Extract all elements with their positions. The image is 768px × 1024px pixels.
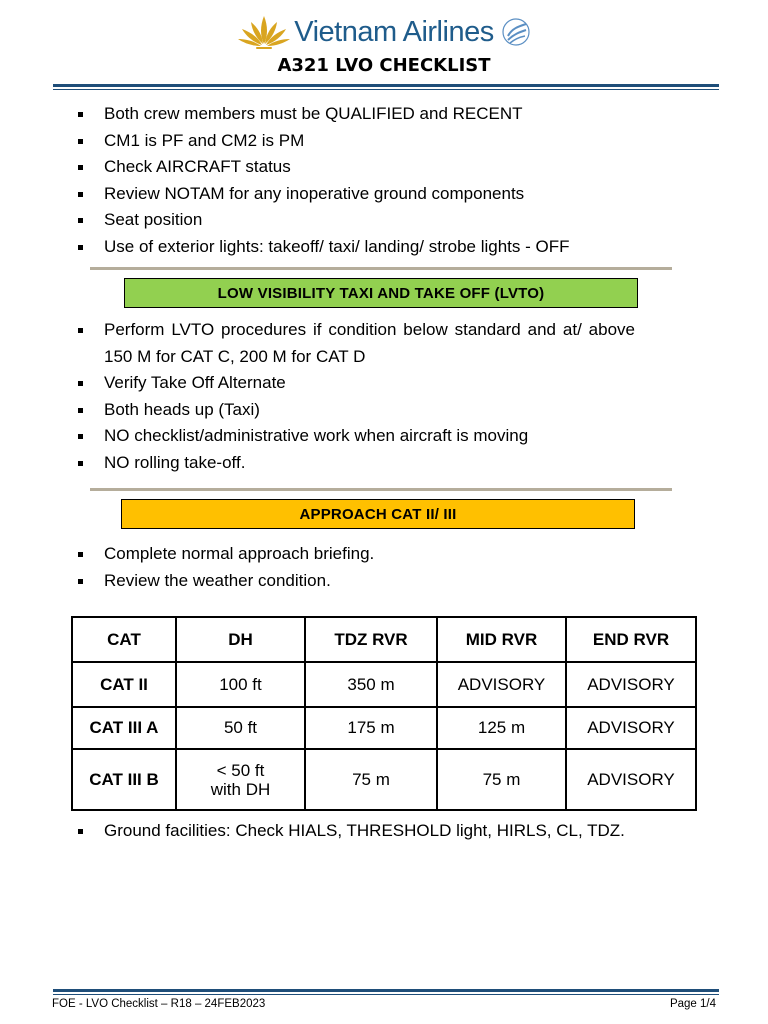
list-item: NO checklist/administrative work when aircraft is moving xyxy=(75,423,635,450)
table-cell: ADVISORY xyxy=(566,707,696,749)
list-item: Use of exterior lights: takeoff/ taxi/ landing/ strobe lights - OFF xyxy=(75,234,570,261)
list-item: Both heads up (Taxi) xyxy=(75,397,635,424)
table-cell: ADVISORY xyxy=(566,749,696,810)
table-cell: CAT III A xyxy=(72,707,176,749)
table-cell: 125 m xyxy=(437,707,566,749)
column-header: DH xyxy=(176,617,305,662)
dh-qualifier: with DH xyxy=(210,779,271,799)
footer-doc-ref: FOE - LVO Checklist – R18 – 24FEB2023 xyxy=(52,998,266,1010)
footer-divider xyxy=(53,989,719,995)
column-header: TDZ RVR xyxy=(305,617,437,662)
table-row xyxy=(72,662,696,707)
list-item: Check AIRCRAFT status xyxy=(75,154,570,181)
bullet-square-icon xyxy=(78,112,83,117)
list-item: Review NOTAM for any inoperative ground components xyxy=(75,181,570,208)
bullet-square-icon xyxy=(78,461,83,466)
lvto-checklist xyxy=(75,317,635,476)
section-divider xyxy=(90,267,672,270)
table-cell: CAT II xyxy=(72,662,176,707)
bullet-square-icon xyxy=(78,552,83,557)
table-cell: CAT III B xyxy=(72,749,176,810)
table-cell: ADVISORY xyxy=(437,662,566,707)
header-divider xyxy=(53,84,719,90)
bullet-square-icon xyxy=(78,434,83,439)
table-row xyxy=(72,749,696,810)
page-title: A321 LVO CHECKLIST xyxy=(277,55,491,76)
table-cell: 50 ft xyxy=(176,707,305,749)
table-header-row xyxy=(72,617,696,662)
section-divider xyxy=(90,488,672,491)
bullet-square-icon xyxy=(78,579,83,584)
bullet-square-icon xyxy=(78,218,83,223)
bullet-square-icon xyxy=(78,139,83,144)
page-number: Page 1/4 xyxy=(669,998,716,1010)
list-item: Complete normal approach briefing. xyxy=(75,541,374,568)
list-item: Seat position xyxy=(75,207,570,234)
column-header: END RVR xyxy=(566,617,696,662)
approach-section-heading: APPROACH CAT II/ III xyxy=(121,499,635,529)
table-row xyxy=(72,707,696,749)
list-item: Ground facilities: Check HIALS, THRESHOLD light, HIRLS, CL, TDZ. xyxy=(75,818,625,845)
list-item: CM1 is PF and CM2 is PM xyxy=(75,128,570,155)
bullet-square-icon xyxy=(78,381,83,386)
logo xyxy=(0,8,768,56)
list-item: Perform LVTO procedures if condition below standard and at/ above 150 M for CAT C, 200 M for CAT D xyxy=(75,317,635,370)
list-item: NO rolling take-off. xyxy=(75,450,635,477)
table-cell: 75 m xyxy=(437,749,566,810)
bullet-square-icon xyxy=(78,165,83,170)
column-header: CAT xyxy=(72,617,176,662)
bullet-square-icon xyxy=(78,328,83,333)
bullet-square-icon xyxy=(78,192,83,197)
list-item: Verify Take Off Alternate xyxy=(75,370,635,397)
lotus-logo-icon xyxy=(236,12,292,52)
approach-minima-table xyxy=(71,616,697,811)
table-cell: ADVISORY xyxy=(566,662,696,707)
lvto-section-heading: LOW VISIBILITY TAXI AND TAKE OFF (LVTO) xyxy=(124,278,638,308)
general-checklist xyxy=(75,101,570,260)
dh-value: < 50 ft xyxy=(216,760,265,780)
bullet-square-icon xyxy=(78,408,83,413)
table-cell: 350 m xyxy=(305,662,437,707)
table-cell: 100 ft xyxy=(176,662,305,707)
table-cell xyxy=(176,749,305,810)
column-header: MID RVR xyxy=(437,617,566,662)
list-item: Both crew members must be QUALIFIED and RECENT xyxy=(75,101,570,128)
table-cell: 75 m xyxy=(305,749,437,810)
brand-name: Vietnam Airlines xyxy=(294,15,494,48)
skyteam-logo-icon xyxy=(500,12,532,52)
list-item: Review the weather condition. xyxy=(75,568,374,595)
bullet-square-icon xyxy=(78,245,83,250)
table-cell: 175 m xyxy=(305,707,437,749)
ground-facilities-note xyxy=(75,818,625,845)
approach-checklist xyxy=(75,541,374,594)
bullet-square-icon xyxy=(78,829,83,834)
